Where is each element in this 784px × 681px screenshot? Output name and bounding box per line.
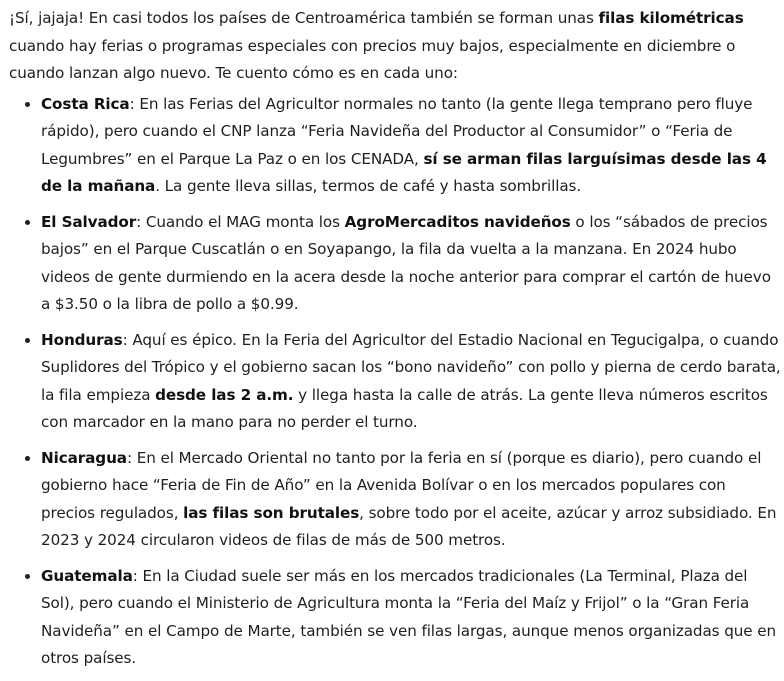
list-item-guatemala — [9, 563, 783, 673]
item-bold-text: las filas son brutales — [183, 503, 360, 522]
country-list — [9, 91, 783, 673]
item-text: : Aquí es épico. En la Feria del Agricultor del Estadio Nacional en Tegucigalpa, o cuando Suplidores del Trópico y el gobierno sacan los “bono navideño” con pollo y pierna de cerdo barata, la fila empieza — [41, 330, 781, 404]
item-text: . La gente lleva sillas, termos de café y hasta sombrillas. — [155, 177, 582, 195]
intro-bold-filas-kilometricas: filas kilométricas — [598, 9, 744, 27]
country-name: Nicaragua — [41, 448, 127, 467]
list-item-honduras — [9, 327, 783, 437]
item-bold-text: desde las 2 a.m. — [155, 385, 294, 404]
country-name: Honduras — [41, 330, 123, 349]
list-item-nicaragua — [9, 445, 783, 555]
intro-text-1: ¡Sí, jajaja! En casi todos los países de Centroamérica también se forman unas — [9, 9, 599, 27]
intro-text-2: cuando hay ferias o programas especiales con precios muy bajos, especialmente en diciembre o cuando lanzan algo nuevo. Te cuento cómo es en cada uno: — [9, 36, 736, 82]
item-text: , sobre todo por el aceite, azúcar y arroz subsidiado. En 2023 y 2024 circularon videos de filas de más de 500 metros. — [41, 503, 777, 549]
item-text: o los “sábados de precios bajos” en el Parque Cuscatlán o en Soyapango, la fila da vuelta a la manzana. En 2024 hubo videos de gente durmiendo en la acera desde la noche anterior para comprar el cartón de huevo a $3.50 o la libra de pollo a $0.99. — [41, 212, 771, 313]
item-text: y llega hasta la calle de atrás. La gente lleva números escritos con marcador en la mano para no perder el turno. — [41, 385, 768, 431]
item-text: : Cuando el MAG monta los — [136, 212, 345, 231]
item-text: : En el Mercado Oriental no tanto por la feria en sí (porque es diario), pero cuando el gobierno hace “Feria de Fin de Año” en la Avenida Bolívar o en los mercados populares con precios regulados, — [41, 448, 762, 522]
list-item-costa-rica — [9, 91, 783, 201]
country-name: Costa Rica — [41, 94, 130, 113]
item-bold-text: sí se arman filas larguísimas desde las 4 de la mañana — [41, 149, 767, 195]
country-name: El Salvador — [41, 212, 137, 231]
country-name: Guatemala — [41, 566, 133, 585]
item-text: : En las Ferias del Agricultor normales no tanto (la gente llega temprano pero fluye rápido), pero cuando el CNP lanza “Feria Navideña del Productor al Consumidor” o “Feria de Legumbres” en el Parque La Paz o en los CENADA, — [41, 94, 753, 168]
intro-paragraph — [9, 5, 783, 88]
item-text: : En la Ciudad suele ser más en los mercados tradicionales (La Terminal, Plaza del Sol), pero cuando el Ministerio de Agricultura monta la “Feria del Maíz y Frijol” o la “Gran Feria Navideña” en el Campo de Marte, también se ven filas largas, aunque menos organizadas que en otros países. — [41, 566, 777, 667]
assistant-message — [9, 5, 783, 681]
list-item-el-salvador — [9, 209, 783, 319]
item-bold-text: AgroMercaditos navideños — [344, 212, 571, 231]
